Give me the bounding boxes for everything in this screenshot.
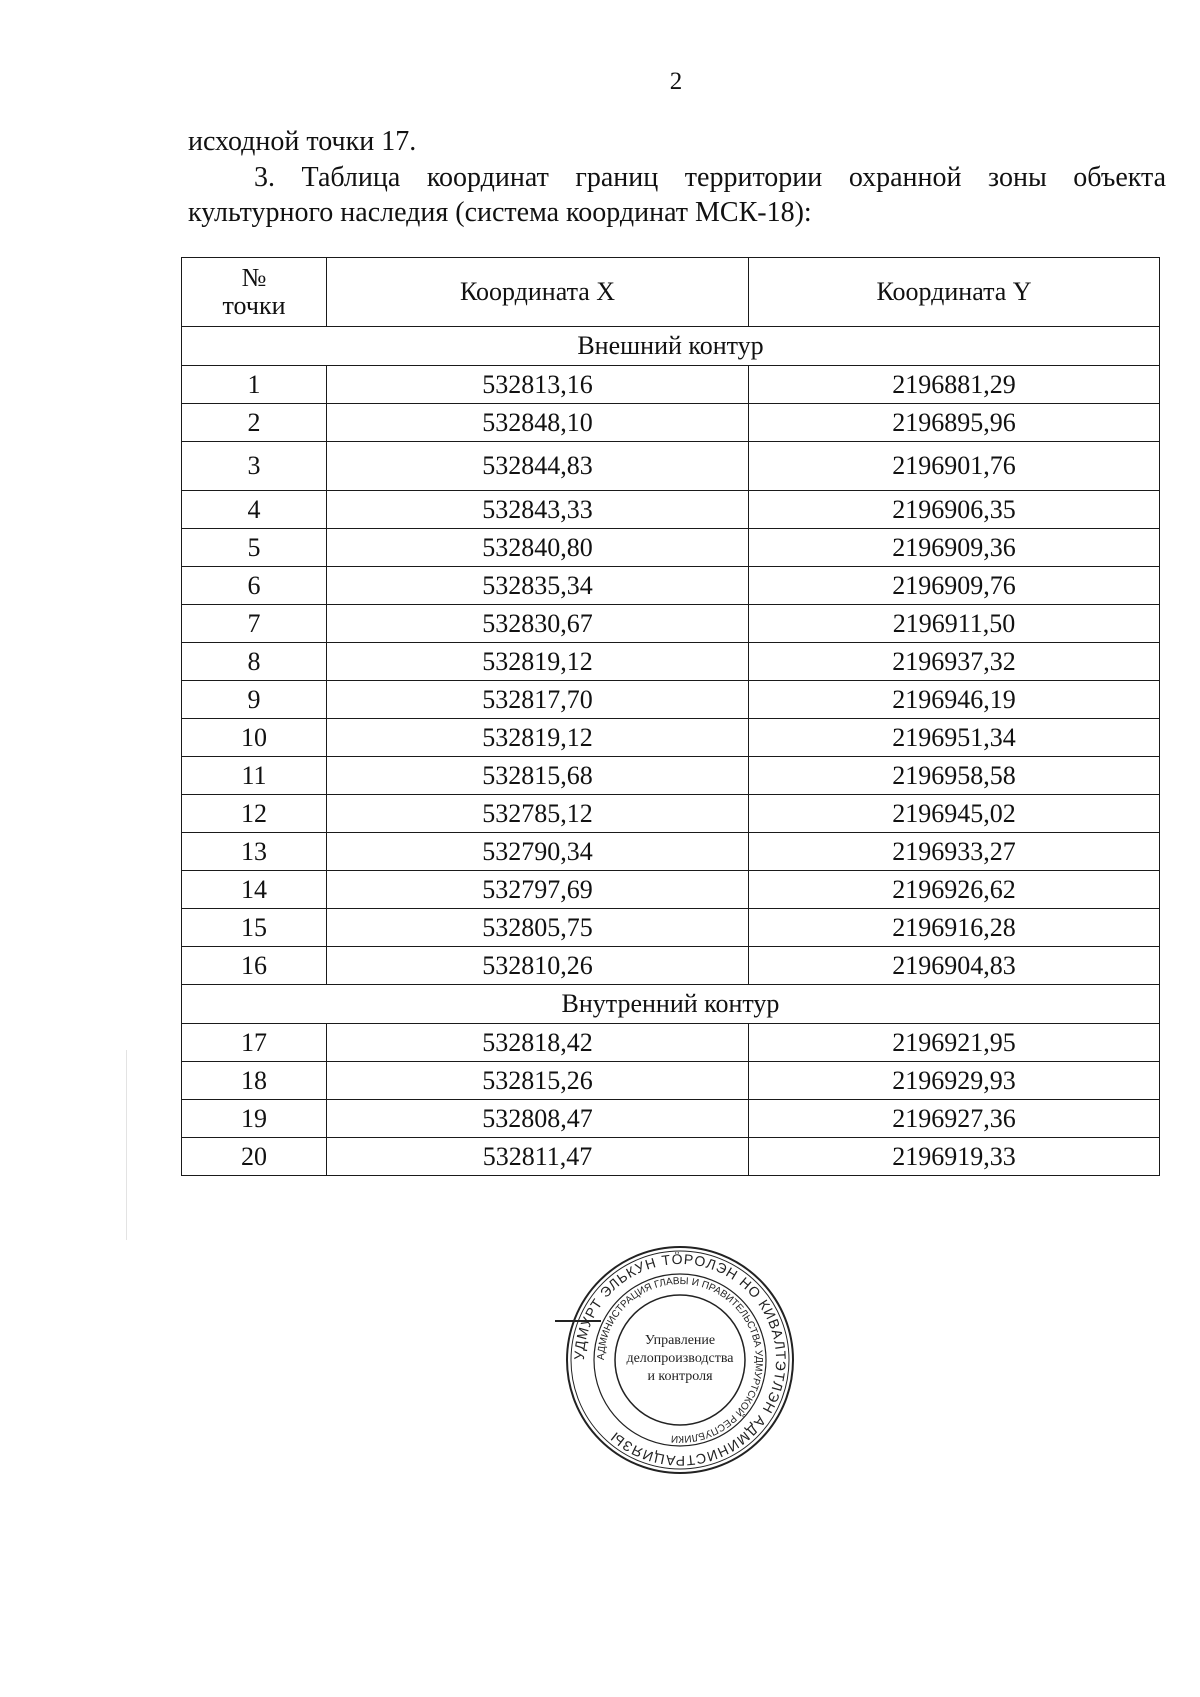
seal-center-line-2: делопроизводства [626,1351,734,1366]
coordinate-y-cell: 2196909,36 [749,529,1160,567]
scan-edge-mark [126,1050,127,1240]
coordinate-x-cell: 532811,47 [327,1138,749,1176]
table-row [182,404,1160,442]
coordinate-x-cell: 532797,69 [327,871,749,909]
coordinate-x-cell: 532844,83 [327,442,749,491]
table-row [182,567,1160,605]
intro-paragraph: 3. Таблица координат границ территории охранной зоны объекта культурного наследия (система координат МСК-18): [188,162,1166,228]
table-row [182,947,1160,985]
official-seal [560,1240,800,1480]
coordinate-x-cell: 532819,12 [327,643,749,681]
coordinate-x-cell: 532805,75 [327,909,749,947]
point-number-cell: 7 [182,605,327,643]
coordinate-x-cell: 532790,34 [327,833,749,871]
table-row [182,1062,1160,1100]
coordinate-y-cell: 2196958,58 [749,757,1160,795]
point-number-cell: 15 [182,909,327,947]
coordinate-x-cell: 532835,34 [327,567,749,605]
coordinate-y-cell: 2196919,33 [749,1138,1160,1176]
coordinate-y-cell: 2196937,32 [749,643,1160,681]
point-number-cell: 12 [182,795,327,833]
coordinate-y-cell: 2196927,36 [749,1100,1160,1138]
coordinate-y-cell: 2196906,35 [749,491,1160,529]
table-row [182,442,1160,491]
seal-center-line-3: и контроля [647,1369,713,1384]
coordinate-x-cell: 532785,12 [327,795,749,833]
coordinate-y-cell: 2196916,28 [749,909,1160,947]
coordinate-y-cell: 2196933,27 [749,833,1160,871]
table-row [182,605,1160,643]
coordinate-y-cell: 2196946,19 [749,681,1160,719]
point-number-cell: 2 [182,404,327,442]
coordinate-x-cell: 532810,26 [327,947,749,985]
point-number-cell: 9 [182,681,327,719]
point-number-cell: 3 [182,442,327,491]
point-number-cell: 8 [182,643,327,681]
point-number-cell: 20 [182,1138,327,1176]
seal-graphic [560,1240,800,1480]
seal-outer-text: УДМУРТ ЭЛЬКУН ТӦРОЛЭН НО КИВАЛТЭТЛЭН АДМИНИСТРАЦИЯЗЫ [570,1250,790,1470]
intro-continuation: исходной точки 17. [188,126,417,157]
point-number-cell: 18 [182,1062,327,1100]
header-coordinate-y: Координата Y [749,258,1160,327]
coordinate-y-cell: 2196895,96 [749,404,1160,442]
table-row [182,719,1160,757]
point-number-cell: 10 [182,719,327,757]
coordinate-y-cell: 2196929,93 [749,1062,1160,1100]
coordinate-x-cell: 532815,26 [327,1062,749,1100]
coordinate-y-cell: 2196901,76 [749,442,1160,491]
table-row [182,681,1160,719]
table-row [182,643,1160,681]
coordinate-y-cell: 2196921,95 [749,1024,1160,1062]
coordinates-table [181,257,1160,1176]
coordinate-x-cell: 532808,47 [327,1100,749,1138]
table-row [182,529,1160,567]
point-number-cell: 17 [182,1024,327,1062]
coordinate-y-cell: 2196881,29 [749,366,1160,404]
coordinate-x-cell: 532819,12 [327,719,749,757]
coordinate-x-cell: 532815,68 [327,757,749,795]
coordinate-x-cell: 532840,80 [327,529,749,567]
coordinate-x-cell: 532813,16 [327,366,749,404]
point-number-cell: 1 [182,366,327,404]
seal-center-line-1: Управление [644,1333,716,1348]
coordinate-y-cell: 2196951,34 [749,719,1160,757]
coordinate-x-cell: 532843,33 [327,491,749,529]
point-number-cell: 6 [182,567,327,605]
point-number-cell: 13 [182,833,327,871]
coordinate-y-cell: 2196909,76 [749,567,1160,605]
table-row [182,491,1160,529]
table-row [182,909,1160,947]
seal-inner-text: АДМИНИСТРАЦИЯ ГЛАВЫ И ПРАВИТЕЛЬСТВА УДМУРТСКОЙ РЕСПУБЛИКИ [595,1275,765,1445]
header-point-number: № точки [182,258,327,327]
section-outer-contour-label: Внешний контур [182,327,1160,366]
header-row [182,258,1160,327]
table-row [182,1100,1160,1138]
point-number-cell: 16 [182,947,327,985]
point-number-cell: 11 [182,757,327,795]
point-number-cell: 4 [182,491,327,529]
table-body [182,327,1160,1176]
table-row [182,871,1160,909]
section-inner-contour-label: Внутренний контур [182,985,1160,1024]
coordinate-x-cell: 532848,10 [327,404,749,442]
header-coordinate-x: Координата X [327,258,749,327]
coordinate-y-cell: 2196911,50 [749,605,1160,643]
coordinate-x-cell: 532818,42 [327,1024,749,1062]
coordinate-x-cell: 532830,67 [327,605,749,643]
page-number: 2 [669,68,683,95]
section-inner-contour [182,985,1160,1024]
coordinate-y-cell: 2196904,83 [749,947,1160,985]
table-row [182,1138,1160,1176]
coordinate-x-cell: 532817,70 [327,681,749,719]
table-row [182,1024,1160,1062]
coordinate-y-cell: 2196926,62 [749,871,1160,909]
coordinate-y-cell: 2196945,02 [749,795,1160,833]
point-number-cell: 19 [182,1100,327,1138]
point-number-cell: 14 [182,871,327,909]
section-outer-contour [182,327,1160,366]
table-row [182,757,1160,795]
table-row [182,366,1160,404]
point-number-cell: 5 [182,529,327,567]
table-row [182,795,1160,833]
table-row [182,833,1160,871]
